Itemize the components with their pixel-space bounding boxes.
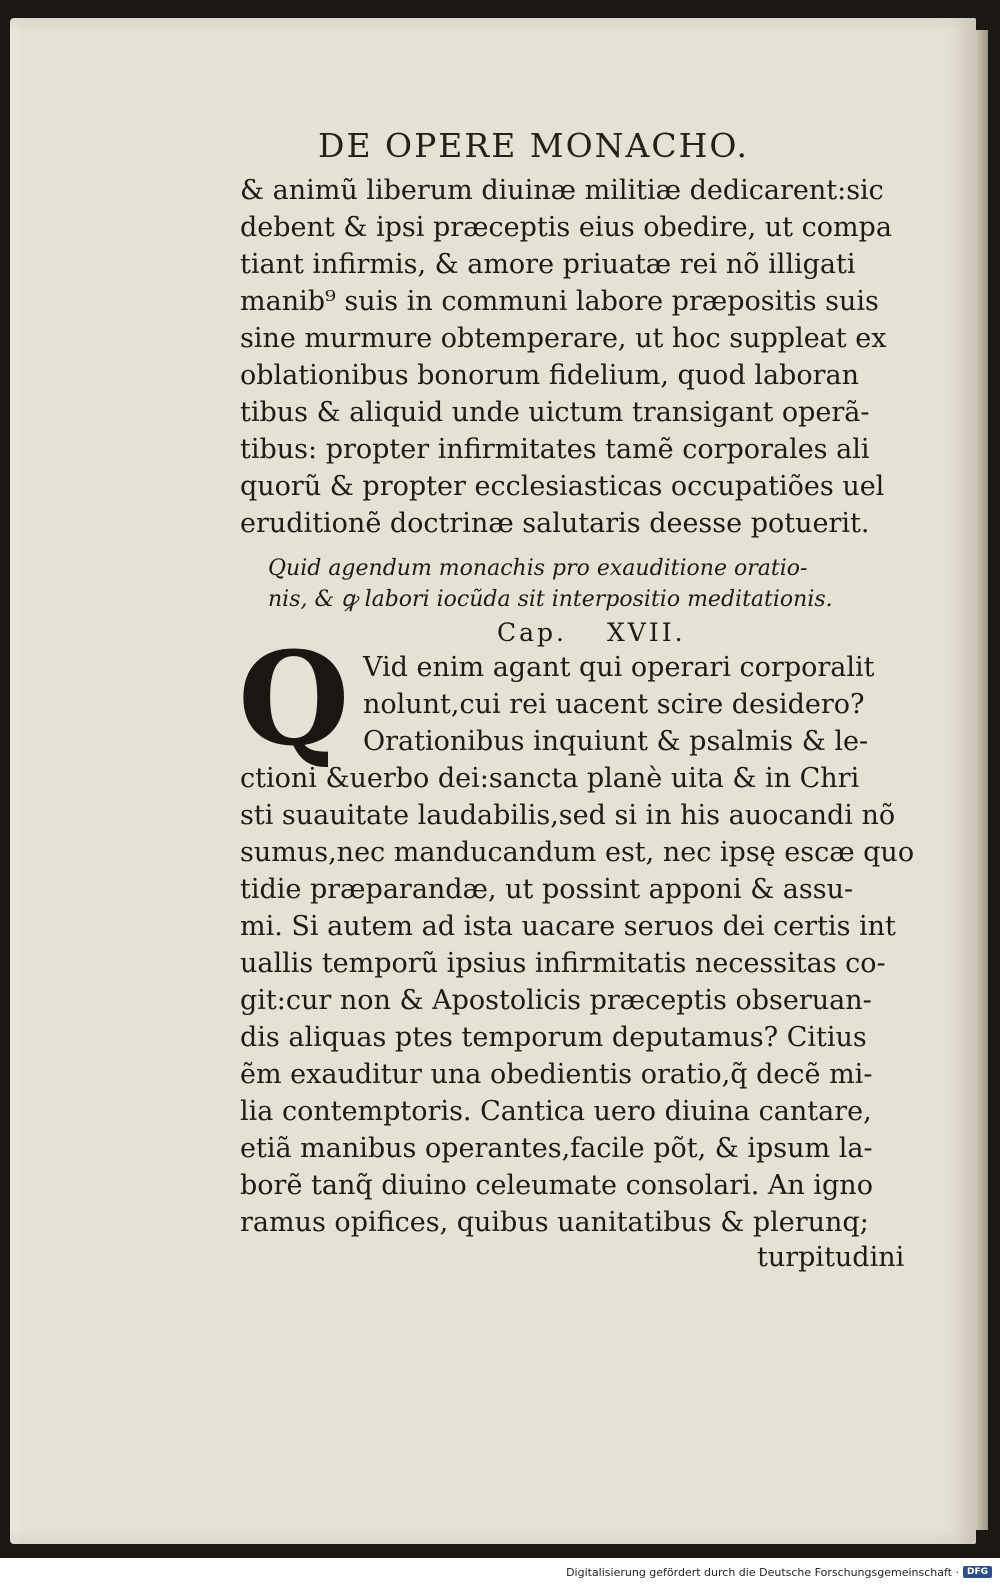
text-line: tidie præparandæ, ut possint apponi & assu-: [240, 874, 854, 905]
footer-text: Digitalisierung gefördert durch die Deutsche Forschungsgemeinschaft ·: [566, 1565, 959, 1579]
text-line: sti suauitate laudabilis,sed si in his auocandi nõ: [240, 800, 896, 831]
text-line: Orationibus inquiunt & psalmis & le-: [363, 726, 869, 757]
text-line: tiant infirmis, & amore priuatæ rei nõ illigati: [240, 249, 856, 280]
text-line: etiã manibus operantes,facile põt, & ipsum la-: [240, 1133, 873, 1164]
dfg-logo-icon: DFG: [963, 1566, 992, 1578]
chapter-label-text: Cap.: [497, 618, 567, 647]
text-line: tibus & aliquid unde uictum transigant operã-: [240, 397, 870, 428]
chapter-text: [240, 649, 930, 1241]
chapter-number: XVII.: [606, 618, 686, 647]
text-line: mi. Si autem ad ista uacare seruos dei certis int: [240, 911, 896, 942]
text-line: ramus opifices, quibus uanitatibus & plerunq;: [240, 1207, 869, 1238]
text-line: quorũ & propter ecclesiasticas occupatiões uel: [240, 471, 885, 502]
decorated-initial: Q: [238, 625, 350, 775]
text-line: Vid enim agant qui operari corporalit: [363, 652, 875, 683]
text-line: eruditionẽ doctrinæ salutaris deesse potuerit.: [240, 508, 870, 539]
text-line: sumus,nec manducandum est, nec ipsę escæ quo: [240, 837, 915, 868]
text-line: sine murmure obtemperare, ut hoc suppleat ex: [240, 323, 887, 354]
text-line: tibus: propter infirmitates tamẽ corporales ali: [240, 434, 870, 465]
text-line: uallis temporũ ipsius infirmitatis necessitas co-: [240, 948, 886, 979]
text-line: borẽ tanq̃ diuino celeumate consolari. An igno: [240, 1170, 873, 1201]
chapter-label: [497, 618, 686, 647]
chapter-heading: [268, 553, 948, 615]
heading-line: nis, & ꝙ labori iocũda sit interpositio meditationis.: [268, 587, 833, 612]
body-text: [240, 172, 930, 542]
page-edge: [976, 30, 988, 1530]
text-line: ctioni &uerbo dei:sancta planè uita & in Chri: [240, 763, 860, 794]
heading-line: Quid agendum monachis pro exauditione oratio-: [268, 556, 808, 581]
text-line: & animũ liberum diuinæ militiæ dedicarent:sic: [240, 175, 884, 206]
text-line: oblationibus bonorum fidelium, quod laboran: [240, 360, 859, 391]
text-line: manib⁹ suis in communi labore præpositis suis: [240, 286, 879, 317]
running-head: DE OPERE MONACHO.: [318, 126, 749, 165]
text-line: lia contemptoris. Cantica uero diuina cantare,: [240, 1096, 872, 1127]
catchword: turpitudini: [757, 1242, 905, 1273]
text-line: dis aliquas ptes temporum deputamus? Citius: [240, 1022, 867, 1053]
text-line: debent & ipsi præceptis eius obedire, ut compa: [240, 212, 892, 243]
footer-credit: [566, 1561, 992, 1583]
text-line: git:cur non & Apostolicis præceptis obseruan-: [240, 985, 872, 1016]
text-line: ẽm exauditur una obedientis oratio,q̃ decẽ mi-: [240, 1059, 873, 1090]
text-line: nolunt,cui rei uacent scire desidero?: [363, 689, 865, 720]
